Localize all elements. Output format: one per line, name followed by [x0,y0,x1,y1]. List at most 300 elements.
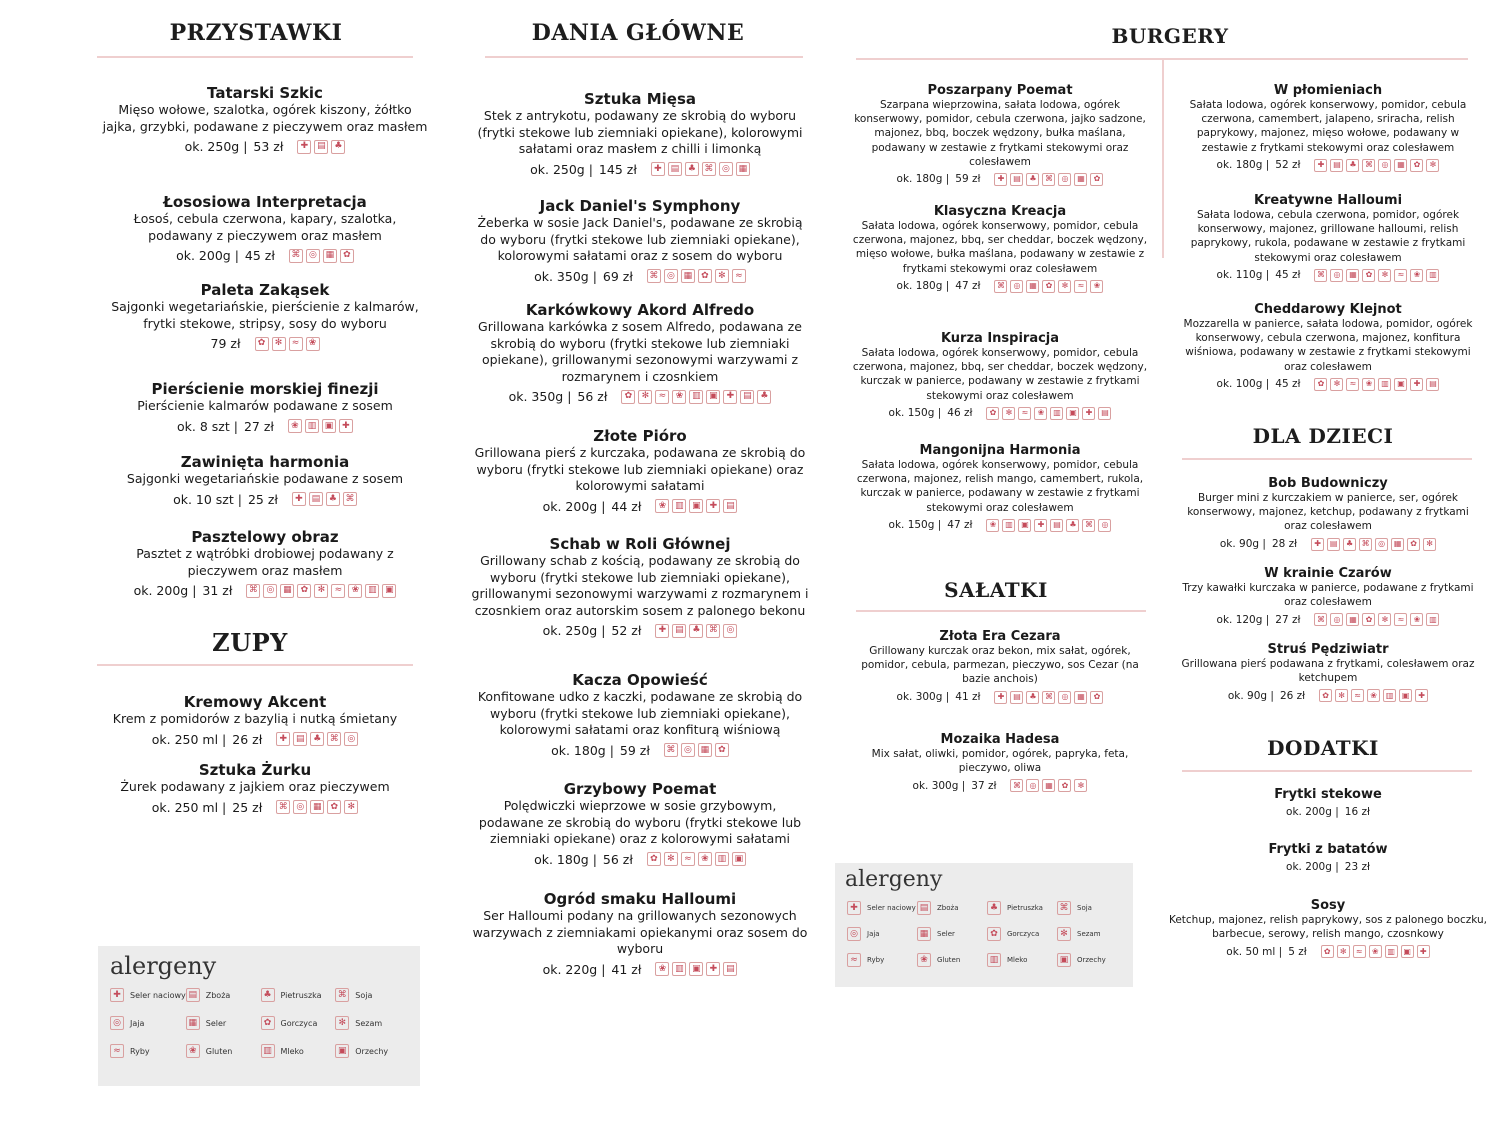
allergen-icons [288,419,353,433]
allergen-icon: ❀ [655,499,669,513]
item-name: Zawinięta harmonia [180,453,350,471]
item-meta [850,173,1150,186]
allergen-icon: ▥ [1385,945,1398,958]
item-quantity: ok. 250 ml | [151,799,227,815]
allergen-icons [1314,269,1439,282]
item-price: 59 zł [619,742,650,758]
item-price: 47 zł [955,280,981,293]
item-meta [100,139,430,154]
allergen-icon: ✻ [314,584,328,598]
item-price: 31 zł [202,583,233,598]
allergen-icon: ♣ [331,140,345,154]
item-name: Klasyczna Kreacja [933,204,1067,219]
section-divider [1182,770,1472,772]
allergen-icon: ▥ [672,499,686,513]
allergen-icon: ✚ [1034,519,1047,532]
item-quantity: ok. 110g | [1216,269,1270,282]
allergen-icon: ▣ [689,962,703,976]
item-meta [1160,945,1496,958]
item-price: 45 zł [244,248,275,263]
item-description: Mozzarella w panierce, sałata lodowa, pomidor, ogórek konserwowy, cebula czerwona, majonez, konfitura wiśniowa, podawany w zestawie z frytkami stekowymi oraz colesławem [1183,318,1473,373]
legend-entry [917,927,987,941]
allergen-icon: ◎ [1330,613,1343,626]
allergen-icon: ▣ [382,584,396,598]
allergen-icon: ✿ [986,407,999,420]
item-quantity: ok. 200g | [176,248,239,263]
allergen-icon: ◎ [1058,173,1071,186]
allergen-icons [994,280,1103,293]
allergen-icon: ≈ [1074,280,1087,293]
item-quantity: ok. 150g | [888,519,942,532]
item-name: Sosy [1310,898,1346,913]
item-meta [470,743,810,758]
legend-label: Orzechy [1077,956,1106,964]
legend-entry [1057,927,1127,941]
item-description: Grillowany schab z kością, podawany ze skrobią do wyboru (frytki stekowe lub ziemniaki opiekane), grillowanymi sezonowymi warzywami z rozmarynem i czosnkiem oraz autorskim sosem z palonego bekonu [471,553,809,618]
legend-entry [1057,953,1127,967]
menu-item [470,427,810,514]
item-price: 23 zł [1344,861,1370,873]
item-price: 47 zł [947,519,973,532]
allergen-icon: ▤ [186,988,200,1002]
item-meta [860,779,1140,792]
allergen-icon: ✿ [1314,378,1327,391]
item-quantity: ok. 8 szt | [177,418,238,434]
item-price: 25 zł [247,491,278,507]
menu-item [100,380,430,434]
section-title-dania-glowne: DANIA GŁÓWNE [531,20,745,46]
allergen-icon: ♣ [757,390,771,404]
allergen-icon: ◎ [1010,280,1023,293]
allergen-icons [655,499,737,513]
item-price: 41 zł [955,691,981,704]
allergen-icon: ✻ [1002,407,1015,420]
allergen-icon: ✚ [655,624,669,638]
allergen-icon: ▣ [1057,953,1071,967]
allergen-icon: ♣ [310,732,324,746]
item-name: W krainie Czarów [1264,566,1392,581]
allergen-icons [655,624,737,638]
allergen-icon: ▣ [1399,689,1412,702]
allergen-icons [621,390,771,404]
allergen-icon: ◎ [719,162,733,176]
allergen-icon: ✚ [1311,538,1324,551]
allergen-icon: ▥ [261,1044,275,1058]
allergen-icon: ▦ [1074,173,1087,186]
legend-entry [335,1044,410,1058]
legend-label: Zboża [937,904,959,912]
allergen-icons [1311,538,1436,551]
item-price: 5 zł [1288,945,1307,958]
allergen-icon: ◎ [293,800,307,814]
item-quantity: ok. 90g | [1227,689,1274,702]
item-name: Złote Pióro [593,427,687,445]
allergen-icon: ⌘ [1362,159,1375,172]
allergen-icon: ▣ [689,499,703,513]
menu-item [1180,302,1476,391]
allergen-icon: ✿ [987,927,1001,941]
section-divider [856,610,1146,612]
legend-entry [917,953,987,967]
allergen-icon: ◎ [681,743,695,757]
item-name: Paleta Zakąsek [200,281,330,299]
allergen-icon: ⌘ [1314,613,1327,626]
allergen-icons [292,492,357,506]
allergen-icon: ✿ [1090,691,1103,704]
allergen-icon: ▣ [322,419,336,433]
allergen-icon: ⌘ [1042,173,1055,186]
allergen-icon: ❀ [348,584,362,598]
allergen-icon: ✚ [1415,689,1428,702]
allergen-icon: ✚ [110,988,124,1002]
legend-label: Pietruszka [280,990,322,1000]
item-description: Ketchup, majonez, relish paprykowy, sos z palonego boczku, barbecue, serowy, relish mango, czosnkowy [1168,914,1488,941]
item-meta [1180,378,1476,391]
allergen-icon: ▦ [1026,280,1039,293]
section-divider [97,56,413,58]
allergen-icon: ≈ [847,953,861,967]
section-divider [1182,458,1472,460]
item-quantity: ok. 180g | [534,851,597,867]
section-title-dodatki: DODATKI [1267,736,1379,760]
allergen-icon: ▣ [706,390,720,404]
allergen-icon: ✚ [292,492,306,506]
legend-label: Sezam [355,1018,383,1028]
allergen-icon: ✿ [1090,173,1103,186]
allergen-icon: ▣ [1394,378,1407,391]
allergen-icon: ⌘ [343,492,357,506]
item-meta [470,162,810,177]
item-description: Mix sałat, oliwki, pomidor, ogórek, papryka, feta, pieczywo, oliwa [871,748,1129,775]
allergen-icon: ▤ [293,732,307,746]
item-meta [1180,538,1476,551]
menu-item [850,443,1150,532]
allergen-icon: ◎ [723,624,737,638]
allergen-icon: ♣ [689,624,703,638]
allergen-icons [1314,159,1439,172]
allergen-icons [664,743,729,757]
allergen-icon: ✻ [1335,689,1348,702]
allergen-icon: ✚ [847,901,861,915]
allergen-icons [289,249,354,263]
allergen-icon: ♣ [987,901,1001,915]
item-price: 69 zł [602,268,633,284]
item-meta [1180,689,1476,702]
section-divider [485,56,803,58]
item-meta [850,407,1150,420]
allergen-icons [986,519,1111,532]
allergen-icon: ❀ [986,519,999,532]
allergen-icon: ≈ [1394,613,1407,626]
allergen-legend [835,863,1133,987]
allergen-icon: ✻ [335,1016,349,1030]
item-meta [470,623,810,638]
menu-item [1180,642,1476,702]
allergen-icon: ✻ [1074,779,1087,792]
allergen-icon: ✚ [706,499,720,513]
item-price: 46 zł [947,407,973,420]
item-price: 56 zł [602,851,633,867]
legend-label: Pietruszka [1007,904,1043,912]
menu-item [1180,83,1476,172]
allergen-icon: ▦ [1346,269,1359,282]
item-quantity: ok. 180g | [896,173,950,186]
allergen-icon: ▤ [1050,519,1063,532]
legend-label: Orzechy [355,1046,389,1056]
allergen-icon: ⌘ [702,162,716,176]
allergen-icon: ▦ [681,269,695,283]
item-name: Kremowy Akcent [183,693,327,711]
allergen-icon: ✻ [1426,159,1439,172]
allergen-icon: ▦ [1042,779,1055,792]
item-name: Pierścienie morskiej finezji [151,380,379,398]
allergen-icon: ▤ [309,492,323,506]
allergen-icon: ✿ [297,584,311,598]
allergen-icon: ▦ [323,249,337,263]
allergen-icon: ✻ [1057,927,1071,941]
column-divider [1162,58,1164,258]
allergen-icon: ✻ [1058,280,1071,293]
allergen-icon: ▦ [1391,538,1404,551]
allergen-icon: ≈ [1394,269,1407,282]
allergen-icon: ⌘ [706,624,720,638]
allergen-icon: ✿ [1362,269,1375,282]
item-quantity: ok. 10 szt | [173,491,242,507]
allergen-icon: ▤ [740,390,754,404]
item-quantity: ok. 200g | [1286,861,1339,873]
legend-entry [335,988,410,1002]
allergen-icon: ❀ [698,852,712,866]
menu-item [860,629,1140,704]
legend-label: Soja [1077,904,1092,912]
allergen-icon: ◎ [1375,538,1388,551]
item-price: 45 zł [1275,378,1301,391]
allergen-icons [246,584,396,598]
allergen-icons [276,800,358,814]
legend-entry [987,953,1057,967]
legend-label: Gluten [937,956,961,964]
allergen-icon: ▦ [186,1016,200,1030]
allergen-icon: ❀ [1410,613,1423,626]
item-name: Struś Pędziwiatr [1267,642,1389,657]
allergen-icon: ▤ [672,624,686,638]
item-quantity: ok. 200g | [1286,806,1339,818]
menu-item [850,83,1150,186]
legend-label: Jaja [867,930,880,938]
allergen-icon: ▤ [1010,691,1023,704]
allergen-icon: ✚ [651,162,665,176]
item-name: W płomieniach [1273,83,1383,98]
allergen-icon: ⌘ [994,280,1007,293]
item-price: 41 zł [611,961,642,977]
item-price: 44 zł [611,498,642,514]
legend-label: Mleko [1007,956,1028,964]
item-quantity: ok. 150g | [888,407,942,420]
allergen-icon: ♣ [1343,538,1356,551]
allergen-icon: ≈ [732,269,746,283]
item-meta [1180,613,1476,626]
item-name: Sztuka Żurku [198,761,312,779]
legend-label: Jaja [130,1018,145,1028]
item-quantity: ok. 250g | [530,161,593,177]
allergen-icon: ✻ [664,852,678,866]
allergen-icons [994,691,1103,704]
item-meta [470,269,810,284]
item-price: 59 zł [955,173,981,186]
allergen-icon: ♣ [1346,159,1359,172]
allergen-icon: ≈ [1018,407,1031,420]
allergen-icon: ✻ [638,390,652,404]
allergen-icon: ❀ [306,337,320,351]
legend-label: Seler [205,1018,227,1028]
allergen-icon: ⌘ [327,732,341,746]
allergen-icons [1314,613,1439,626]
allergen-icon: ▥ [715,852,729,866]
allergen-icon: ≈ [289,337,303,351]
allergen-icons [651,162,750,176]
item-price: 28 zł [1271,538,1298,551]
allergen-icon: ≈ [1346,378,1359,391]
item-meta [100,583,430,598]
item-quantity: ok. 300g | [896,691,950,704]
item-description: Sałata lodowa, ogórek konserwowy, pomidor, cebula czerwona, majonez, relish mango, camembert, rukola, kurczak w panierce, podawany w zestawie z frytkami stekowymi oraz colesławem [856,459,1144,514]
item-description: Grillowany kurczak oraz bekon, mix sałat, ogórek, pomidor, cebula, parmezan, pieczywo, sos Cezar (na bazie anchois) [861,645,1139,686]
menu-item [470,780,810,867]
allergen-icon: ✿ [327,800,341,814]
menu-item [100,193,430,263]
allergen-icon: ✿ [1042,280,1055,293]
allergen-icon: ⌘ [335,988,349,1002]
item-meta [470,962,810,977]
allergen-icon: ▤ [1426,378,1439,391]
item-description: Pasztet z wątróbki drobiowej podawany z pieczywem oraz masłem [136,546,394,578]
allergen-icons [1321,945,1430,958]
allergen-icon: ♣ [685,162,699,176]
allergen-icon: ≈ [110,1044,124,1058]
allergen-icon: ≈ [655,390,669,404]
item-meta [100,492,430,507]
allergen-icon: ⌘ [1082,519,1095,532]
allergen-icon: ✻ [272,337,286,351]
section-title-zupy: ZUPY [212,628,288,657]
menu-item [850,331,1150,420]
item-name: Bob Budowniczy [1268,476,1388,491]
legend-label: Seler [937,930,955,938]
item-quantity: ok. 200g | [133,583,197,598]
legend-label: Ryby [867,956,885,964]
legend-entry [847,953,917,967]
allergen-icon: ▤ [1330,159,1343,172]
allergen-icon: ✚ [1410,378,1423,391]
item-name: Frytki z batatów [1268,842,1388,857]
legend-entry [186,1016,261,1030]
allergen-icon: ♣ [1026,173,1039,186]
item-name: Mangonijna Harmonia [919,443,1081,458]
item-quantity: ok. 180g | [896,280,950,293]
allergen-icon: ✿ [340,249,354,263]
allergen-icon: ▤ [723,499,737,513]
allergen-icon: ❀ [1369,945,1382,958]
allergen-icon: ⌘ [276,800,290,814]
item-description: Burger mini z kurczakiem w panierce, ser, ogórek konserwowy, majonez, ketchup, podawany z frytkami oraz colesławem [1187,492,1469,533]
allergen-icon: ◎ [1058,691,1071,704]
item-price: 27 zł [1275,613,1301,626]
item-description: Łosoś, cebula czerwona, kapary, szalotka, podawany z pieczywem oraz masłem [133,211,397,243]
menu-item [100,761,410,815]
legend-label: Gorczyca [280,1018,318,1028]
legend-label: Seler naciowy [867,904,916,912]
item-meta [100,248,430,263]
allergen-icon: ▤ [917,901,931,915]
allergen-icon: ✚ [1417,945,1430,958]
item-name: Jack Daniel's Symphony [539,197,741,215]
item-price: 27 zł [243,418,274,434]
allergen-icon: ◎ [306,249,320,263]
allergen-icon: ⌘ [1359,538,1372,551]
allergen-icon: ✿ [1407,538,1420,551]
allergen-icon: ✚ [994,691,1007,704]
allergen-icon: ▦ [1394,159,1407,172]
allergen-icon: ▦ [310,800,324,814]
item-quantity: ok. 50 ml | [1226,945,1283,958]
item-description: Sałata lodowa, ogórek konserwowy, pomidor, cebula czerwona, majonez, bbq, ser cheddar, boczek wędzony, mięso wołowe, bułka maślana, podawany w zestawie z frytkami stekowymi oraz colesławem [852,220,1148,275]
allergen-icons [655,962,737,976]
item-quantity: ok. 250 ml | [151,731,227,747]
allergen-icon: ♣ [261,988,275,1002]
allergen-icon: ▥ [1383,689,1396,702]
allergen-icon: ✿ [621,390,635,404]
allergen-icon: ✚ [276,732,290,746]
legend-label: Gluten [205,1046,233,1056]
legend-entry [1057,901,1127,915]
legend-label: Sezam [1077,930,1101,938]
item-name: Kreatywne Halloumi [1253,193,1403,208]
allergen-icon: ⌘ [289,249,303,263]
item-description: Polędwiczki wieprzowe w sosie grzybowym, podawane ze skrobią do wyboru (frytki stekowe lub ziemniaki opiekane) oraz z kolorowymi sałatami [478,798,802,846]
item-name: Kacza Opowieść [572,671,708,689]
item-quantity: ok. 250g | [542,623,606,638]
allergen-icon: ▣ [732,852,746,866]
allergen-icon: ✚ [1314,159,1327,172]
item-price: 79 zł [210,336,241,351]
item-description: Sałata lodowa, ogórek konserwowy, pomidor, cebula czerwona, camembert, jalapeno, sriracha, relish paprykowy, majonez, mięso wołowe, podawany w zestawie z frytkami stekowymi oraz colesławem [1189,99,1467,154]
allergen-icon: ▥ [1002,519,1015,532]
legend-entry [987,927,1057,941]
allergen-icon: ✿ [715,743,729,757]
item-description: Sałata lodowa, ogórek konserwowy, pomidor, cebula czerwona, majonez, bbq, ser cheddar, boczek wędzony, kurczak w panierce, podawany w zestawie z frytkami stekowymi oraz colesławem [852,347,1148,402]
menu-item [100,84,430,154]
allergen-icon: ✿ [1321,945,1334,958]
allergen-icon: ▥ [1426,269,1439,282]
item-meta [100,732,410,747]
legend-entry [110,1044,186,1058]
menu-item [100,528,430,598]
allergen-icon: ▣ [1066,407,1079,420]
legend-entry [261,988,336,1002]
allergen-icon: ▦ [917,927,931,941]
item-quantity: ok. 220g | [542,961,606,977]
allergen-icon: ♣ [326,492,340,506]
allergen-icon: ✻ [1330,378,1343,391]
item-price: 16 zł [1344,806,1370,818]
item-meta [1180,269,1476,282]
allergen-icons [986,407,1111,420]
allergen-icon: ⌘ [1010,779,1023,792]
menu-item [860,732,1140,792]
legend-entry [847,927,917,941]
item-description: Żurek podawany z jajkiem oraz pieczywem [120,779,390,794]
menu-item [470,671,810,758]
